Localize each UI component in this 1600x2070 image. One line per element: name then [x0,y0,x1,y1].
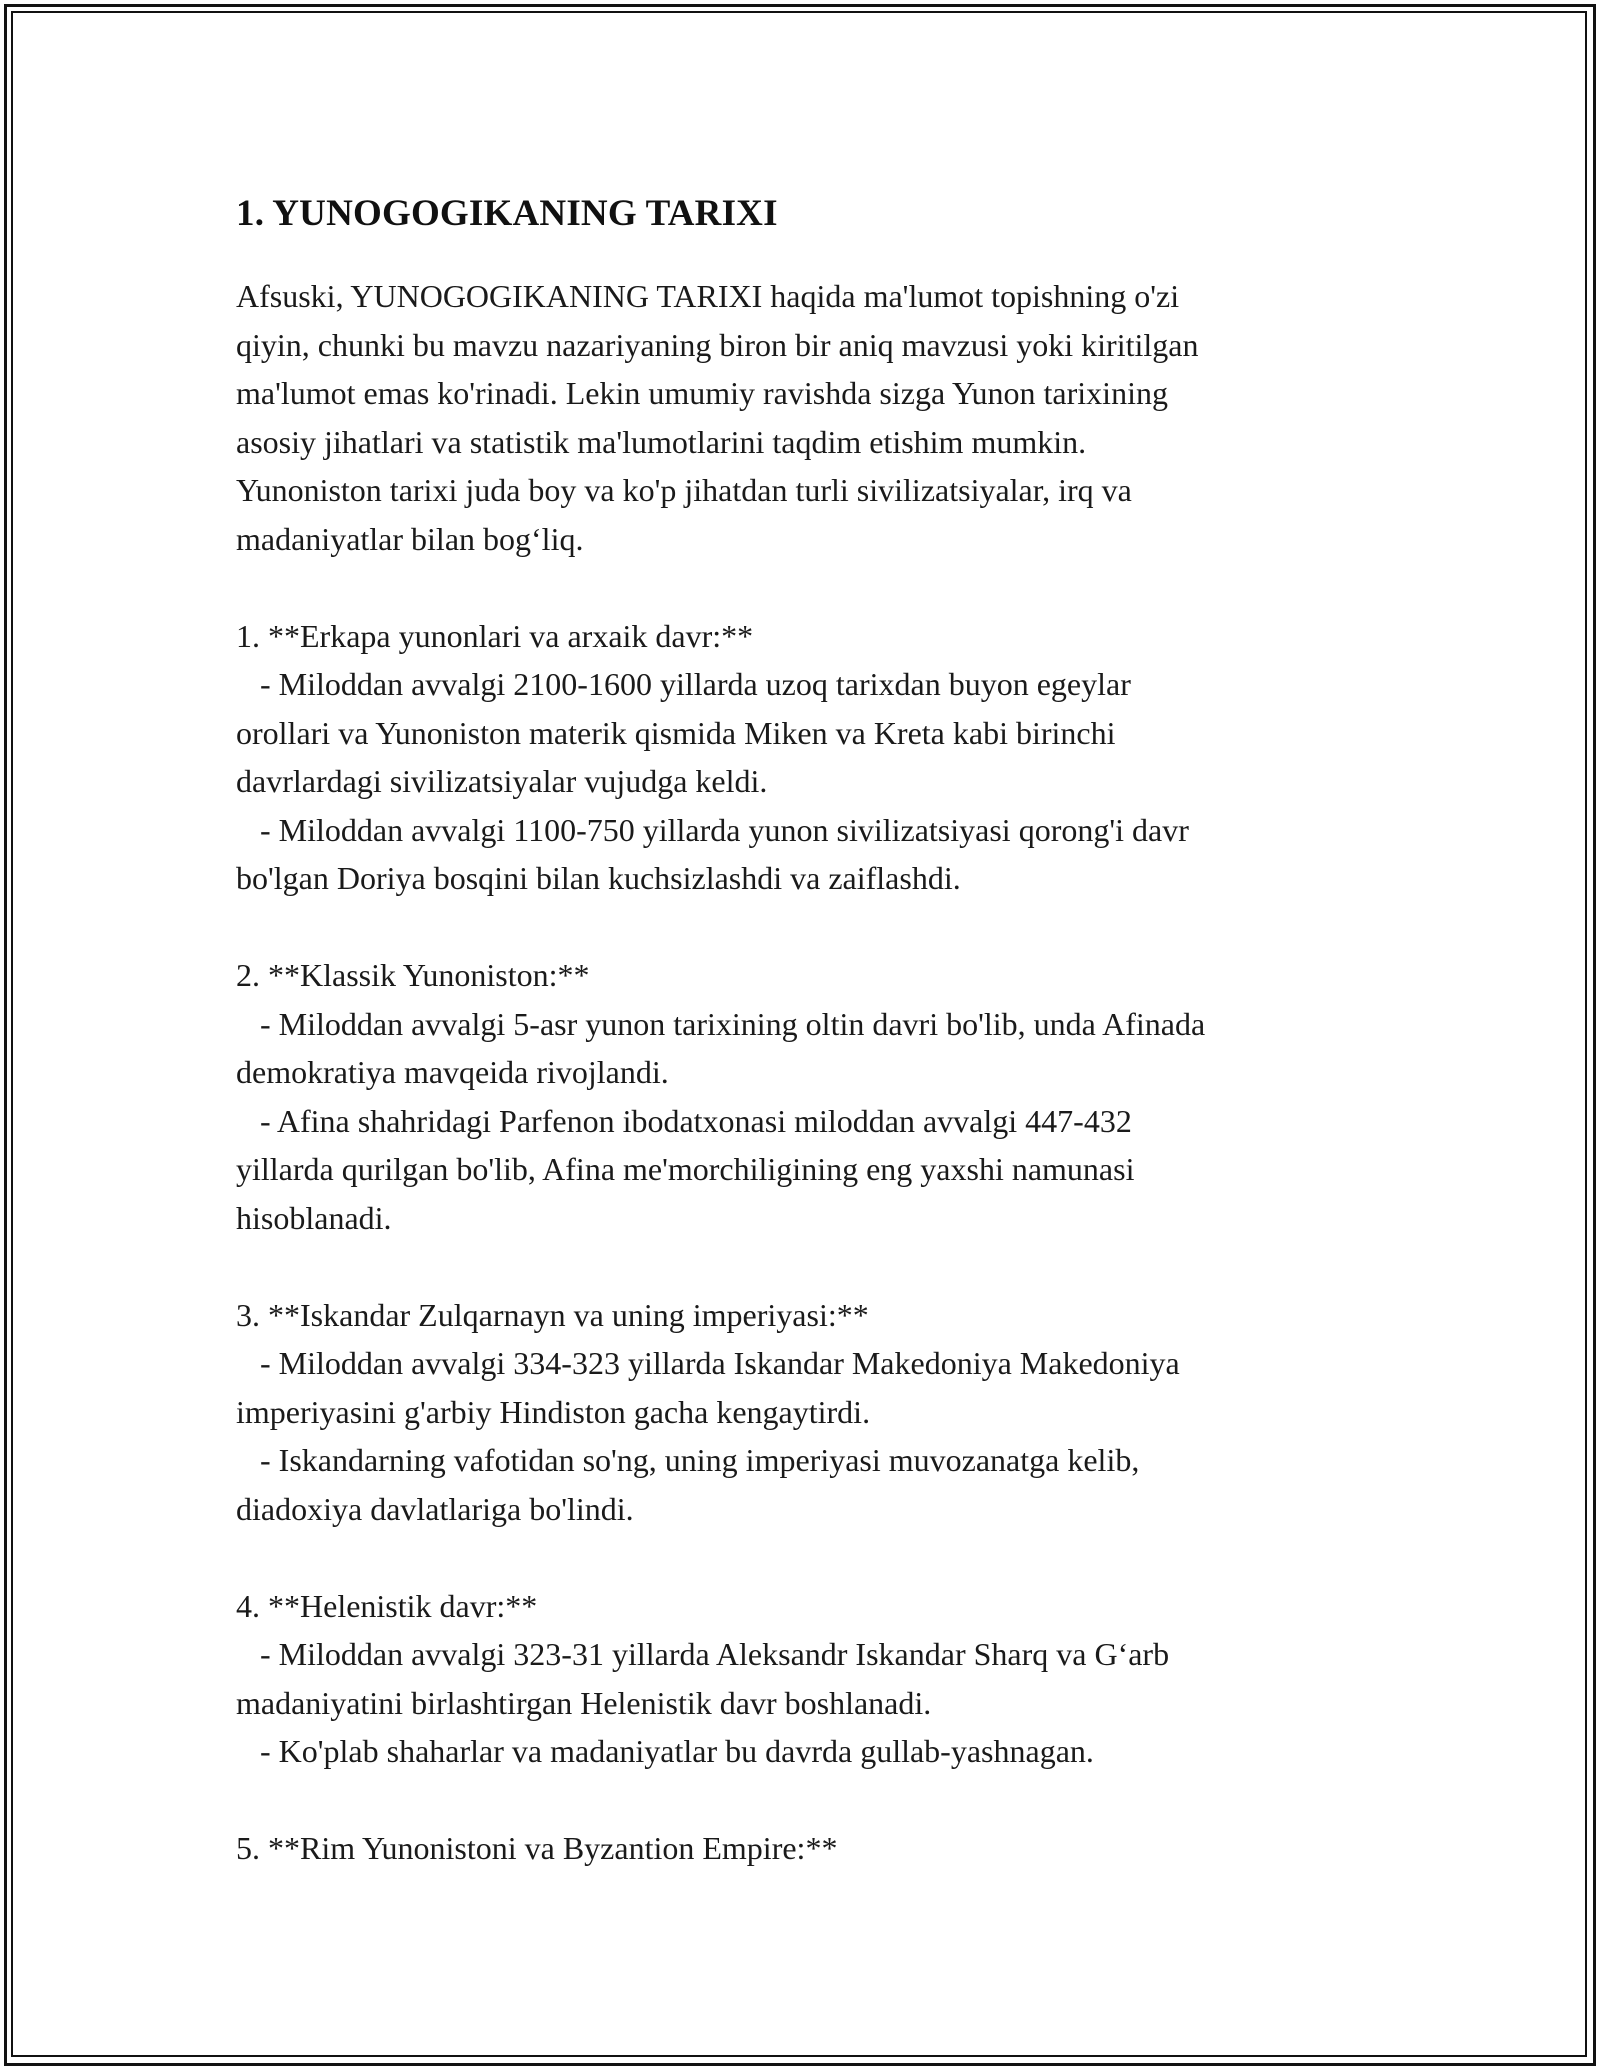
item-line: demokratiya mavqeida rivojlandi. [236,1054,669,1090]
spacer [236,1776,1376,1825]
intro-line: ma'lumot emas ko'rinadi. Lekin umumiy ravishda sizga Yunon tarixining [236,375,1168,411]
spacer [236,1242,1376,1291]
section-item [236,1436,1376,1533]
intro-line: asosiy jihatlari va statistik ma'lumotlarini taqdim etishim mumkin. [236,423,1087,460]
item-line: diadoxiya davlatlariga bo'lindi. [236,1490,634,1527]
intro-line: madaniyatlar bilan bog‘liq. [236,520,584,557]
item-line: yillarda qurilgan bo'lib, Afina me'morchiligining eng yaxshi namunasi [236,1151,1135,1187]
item-line: - Iskandarning vafotidan so'ng, uning imperiyasi muvozanatga kelib, [260,1442,1140,1478]
spacer [236,563,1376,612]
item-line: - Miloddan avvalgi 334-323 yillarda Iskandar Makedoniya Makedoniya [260,1345,1180,1381]
section [236,951,1376,1242]
item-line: orollari va Yunoniston materik qismida Miken va Kreta kabi birinchi [236,714,1116,751]
section [236,1582,1376,1776]
section-item [236,1630,1376,1727]
item-line: - Miloddan avvalgi 2100-1600 yillarda uzoq tarixdan buyon egeylar [260,666,1131,702]
intro-line: Yunoniston tarixi juda boy va ko'p jihatdan turli sivilizatsiyalar, irq va [236,472,1132,508]
section-item [236,1339,1376,1436]
intro-line: Afsuski, YUNOGOGIKANING TARIXI haqida ma'lumot topishning o'zi [236,278,1180,314]
section-heading: 2. **Klassik Yunoniston:** [236,957,590,993]
item-line: hisoblanadi. [236,1199,392,1236]
section-item [236,1097,1376,1243]
section [236,612,1376,903]
item-line: - Ko'plab shaharlar va madaniyatlar bu davrda gullab-yashnagan. [260,1733,1094,1769]
item-line: - Miloddan avvalgi 5-asr yunon tarixining oltin davri bo'lib, unda Afinada [260,1005,1206,1042]
section-heading: 4. **Helenistik davr:** [236,1587,538,1624]
section-heading: 3. **Iskandar Zulqarnayn va uning imperiyasi:** [236,1296,869,1333]
section-item [236,1000,1376,1097]
item-line: madaniyatini birlashtirgan Helenistik davr boshlanadi. [236,1684,932,1721]
document-title: 1. YUNOGOGIKANING TARIXI [236,193,778,234]
item-line: - Miloddan avvalgi 323-31 yillarda Aleksandr Iskandar Sharq va G‘arb [260,1636,1170,1672]
section-item [236,1727,1376,1776]
section-heading: 5. **Rim Yunonistoni va Byzantion Empire:** [236,1830,838,1866]
intro-line: qiyin, chunki bu mavzu nazariyaning biron bir aniq mavzusi yoki kiritilgan [236,326,1199,363]
item-line: - Miloddan avvalgi 1100-750 yillarda yunon sivilizatsiyasi qorong'i davr [260,811,1189,848]
item-line: imperiyasini g'arbiy Hindiston gacha kengaytirdi. [236,1393,871,1430]
spacer [236,1533,1376,1582]
item-line: davrlardagi sivilizatsiyalar vujudga keldi. [236,763,768,799]
section [236,1291,1376,1534]
item-line: - Afina shahridagi Parfenon ibodatxonasi miloddan avvalgi 447-432 [260,1102,1132,1139]
section [236,1824,1376,1873]
section-heading: 1. **Erkapa yunonlari va arxaik davr:** [236,617,754,654]
section-item [236,806,1376,903]
spacer [236,903,1376,952]
document-body [236,186,1376,1873]
item-line: bo'lgan Doriya bosqini bilan kuchsizlashdi va zaiflashdi. [236,860,961,896]
section-item [236,660,1376,806]
intro-paragraph [236,272,1376,563]
